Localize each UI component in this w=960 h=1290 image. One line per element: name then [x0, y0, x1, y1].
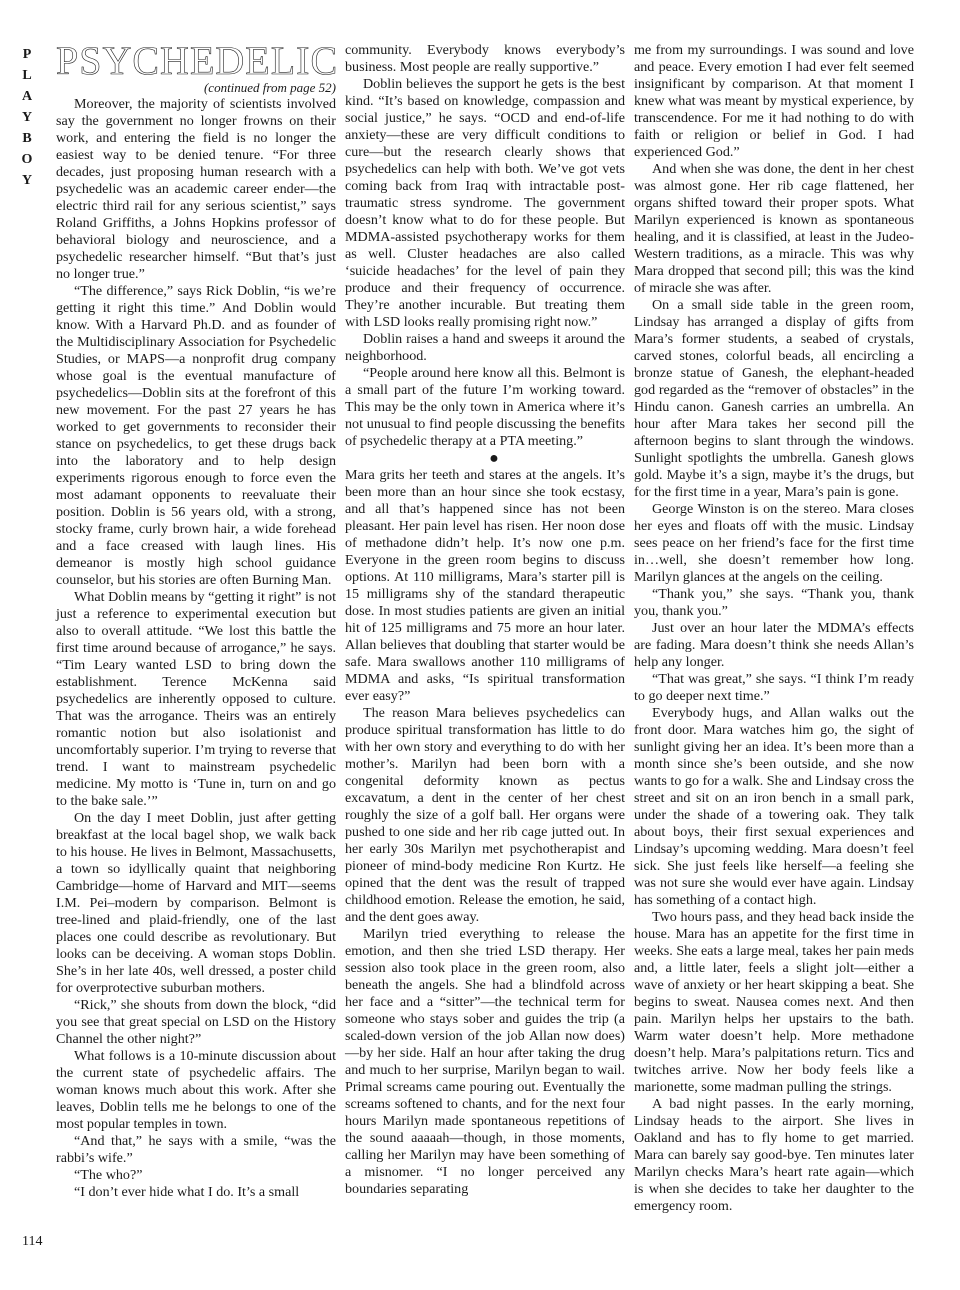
paragraph: And when she was done, the dent in her chest was almost gone. Her rib cage flattened, her organs shifted toward their proper spots. What Marilyn experienced is known as spontaneous healing, and it is classified, at least in the Judeo-Western traditions, as a miracle. This was why Mara dropped that second pill; this was the kind of miracle she was after. — [634, 161, 914, 296]
magazine-spine-logo — [14, 44, 40, 191]
spine-letter: Y — [21, 110, 33, 125]
paragraph: “The who?” — [74, 1167, 143, 1183]
paragraph: Just over an hour later the MDMA’s effects are fading. Mara doesn’t think she needs Allan’s help any longer. — [634, 620, 914, 670]
paragraph: What follows is a 10-minute discussion about the current state of psychedelic affairs. The woman knows much about this work. After she leaves, Doblin tells me he belongs to one of the most popular temples in town. — [56, 1048, 336, 1132]
paragraph: “Rick,” she shouts from down the block, “did you see that great special on LSD on the History Channel the other night?” — [56, 997, 336, 1047]
paragraph: “I don’t ever hide what I do. It’s a small — [74, 1184, 300, 1200]
paragraph: What Doblin means by “getting it right” is not just a reference to experimental execution but also to overall attitude. “We lost this battle the first time around because of arrogance,” he says. “Tim Leary wanted LSD to bring down the establishment. Terence McKenna said psychedelics are inherently opposed to culture. That was the arrogance. Theirs was an entirely romantic notion but also isolationist and uncomfortably superior. I’m trying to reverse that trend. I want to mainstream psychedelic medicine. My motto is ‘Tune in, turn on and go to the bake sale.’” — [56, 589, 336, 809]
article-column-2 — [345, 42, 625, 1198]
continued-note: (continued from page 52) — [203, 80, 336, 95]
section-break-bullet: ● — [489, 450, 499, 467]
paragraph: A bad night passes. In the early morning, Lindsay heads to the airport. She lives in Oakland and has to fly home to get married. Mara can barely say good-bye. Ten minutes later Marilyn checks Mara’s heart rate again—which is when she decides to take her daughter to the emergency room. — [634, 1096, 914, 1214]
article-column-1 — [56, 38, 339, 1201]
paragraph: The reason Mara believes psychedelics can produce spiritual transformation has little to do with her own story and everything to do with her mother’s. Marilyn had been born with a congenital deformity known as pectus excavatum, a dent in the center of her chest roughly the size of a golf ball. Her organs were pushed to one side and her rib cage jutted out. In her early 30s Marilyn met psychotherapist and pioneer of mind-body medicine Ron Kurtz. He opined that the dent was the result of trapped childhood emotion. Release the emotion, he said, and the dent goes away. — [345, 705, 625, 925]
spine-letter: Y — [21, 173, 33, 188]
paragraph: “People around here know all this. Belmont is a small part of the future I’m working toward. This may be the only town in America where it’s not unusual to find people discussing the benefits of psychedelic therapy at a PTA meeting.” — [345, 365, 625, 449]
paragraph: George Winston is on the stereo. Mara closes her eyes and floats off with the music. Lindsay sees peace on her friend’s face for the first time in…well, she doesn’t remember how long. Marilyn glances at the angels on the ceiling. — [634, 501, 914, 585]
spine-letter: L — [22, 68, 32, 83]
page-number: 114 — [22, 1234, 43, 1249]
spine-letter: P — [22, 47, 32, 62]
paragraph: Doblin raises a hand and sweeps it around the neighborhood. — [345, 331, 625, 364]
paragraph: On a small side table in the green room, Lindsay has arranged a display of gifts from Mara’s former students, a seabed of crystals, carved stones, colorful beads, all encircling a bronze statue of Ganesh, the elephant-headed god regarded as the “remover of obstacles” in the Hindu canon. Ganesh carries an umbrella. An hour after Mara takes her second pill the afternoon begins to slant through the windows. Sunlight spotlights the umbrella. Ganesh glows gold. Maybe it’s a sign, maybe it’s the drugs, but for the first time in a year, Mara’s pain is gone. — [634, 297, 914, 500]
spine-letter: B — [22, 131, 32, 146]
paragraph: me from my surroundings. I was sound and love and peace. Every emotion I had ever felt seemed insignificant by comparison. At that moment I knew what was meant by mystical experience, by transcendence. For me it had nothing to do with faith or religion or belief in God. I had experienced God.” — [634, 42, 914, 160]
paragraph: “The difference,” says Rick Doblin, “is we’re getting it right this time.” And Doblin would know. With a Harvard Ph.D. and as founder of the Multidisciplinary Association for Psychedelic Studies, or MAPS—a nonprofit drug company whose goal is the eventual manufacture of psychedelics—Doblin sits at the forefront of this new movement. For the past 27 years he has worked to get governments to reconsider their stance on psychedelics, to get these drugs back into the laboratory and to help design experiments rigorous enough to force even the most adamant opponents to reevaluate their position. Doblin is 56 years old, with a strong, stocky frame, curly brown hair, a wide forehead and a face creased with laugh lines. His demeanor is mostly high school guidance counselor, but his stories are often Burning Man. — [56, 283, 336, 588]
paragraph: Doblin believes the support he gets is the best kind. “It’s based on knowledge, compassion and social justice,” he says. “OCD and end-of-life anxiety—these are very difficult conditions to cure—but the research clearly shows that psychedelics can help with both. We’ve got vets coming back from Iraq with intractable post-traumatic stress syndrome. The government doesn’t know what to do for these people. But MDMA-assisted psychotherapy works for them as well. Cluster headaches are also called ‘suicide headaches’ for the level of pain they produce and their frequency of occurrence. They’re another incurable. But treating them with LSD looks really promising right now.” — [345, 76, 625, 330]
paragraph: Marilyn tried everything to release the emotion, and then she tried LSD therapy. Her session also took place in the green room, also beneath the angels. She had a blindfold across her face and a “sitter”—the technical term for someone who stays sober and guides the trip (a scaled-down version of the job Allan now does)—by her side. Half an hour after taking the drug and much to her surprise, Marilyn began to wail. Primal screams came pouring out. Eventually the screams softened to chants, and for the next four hours Marilyn made spontaneous repetitions of the sound aaaaah—though, in those moments, calling her Marilyn may have been something of a misnomer. “I no longer perceived any boundaries separating — [345, 926, 625, 1197]
spine-letter: O — [21, 152, 33, 167]
paragraph: Moreover, the majority of scientists involved say the government no longer frowns on their work, and entering the field is no longer the easiest way to be denied tenure. “For three decades, just proposing human research with a psychedelic was an academic career ender—the electric third rail for any serious scientist,” says Roland Griffiths, a Johns Hopkins professor of behavioral biology and neuroscience, and a psychedelic researcher himself. “But that’s just no longer true.” — [56, 96, 336, 282]
paragraph: “And that,” he says with a smile, “was the rabbi’s wife.” — [56, 1133, 336, 1166]
paragraph: community. Everybody knows everybody’s business. Most people are really supportive.” — [345, 42, 625, 75]
paragraph: Everybody hugs, and Allan walks out the front door. Mara watches him go, the sight of sunlight giving her an idea. It’s been more than a month since she’s been outside, and she now wants to go for a walk. She and Lindsay cross the street and sit on an iron bench in a small park, under the shade of a towering oak. They talk about boys, their first sexual experiences and Lindsay’s upcoming wedding. Mara doesn’t feel sick. She just feels like herself—a feeling she was not sure she would ever have again. Lindsay has something of a contact high. — [634, 705, 914, 908]
paragraph: Two hours pass, and they head back inside the house. Mara has an appetite for the first time in weeks. She eats a large meal, takes her pain meds and, a little later, feels a slight jolt—either a wave of anxiety or her heart skipping a beat. She begins to sweat. Nausea comes next. And then pain. Marilyn helps her upstairs to the bath. Warm water doesn’t help. More methadone doesn’t help. Mara’s palpitations return. Tics and twitches arrive. Now her body feels like a marionette, some madman pulling the strings. — [634, 909, 914, 1095]
paragraph: Mara grits her teeth and stares at the angels. It’s been more than an hour since she took ecstasy, and all that’s happened since has not been pleasant. Her pain level has risen. Her noon dose of methadone didn’t help. It’s now one p.m. Everyone in the green room begins to discuss options. At 110 milligrams, Mara’s starter pill is 15 milligrams shy of the standard therapeutic dose. In most studies patients are given an initial hit of 125 milligrams and 75 more an hour later. Allan believes that doubling that starter would be safe. Mara swallows another 110 milligrams of MDMA and asks, “Is spiritual transformation ever easy?” — [345, 467, 625, 704]
article-column-3 — [634, 42, 914, 1215]
spine-letter: A — [21, 89, 33, 104]
paragraph: “That was great,” she says. “I think I’m ready to go deeper next time.” — [634, 671, 914, 704]
paragraph: “Thank you,” she says. “Thank you, thank you, thank you.” — [634, 586, 914, 619]
article-headline: PSYCHEDELIC — [56, 38, 339, 83]
paragraph: On the day I meet Doblin, just after getting breakfast at the local bagel shop, we walk back to his house. He lives in Belmont, Massachusetts, a town so idyllically quaint that neighboring Cambridge—home of Harvard and MIT—seems I.M. Pei–modern by comparison. Belmont is tree-lined and plaid-friendly, one of the last places one could describe as revolutionary. But looks can be deceiving. A woman stops Doblin. She’s in her late 40s, well dressed, a poster child for overprotective suburban mothers. — [56, 810, 336, 996]
